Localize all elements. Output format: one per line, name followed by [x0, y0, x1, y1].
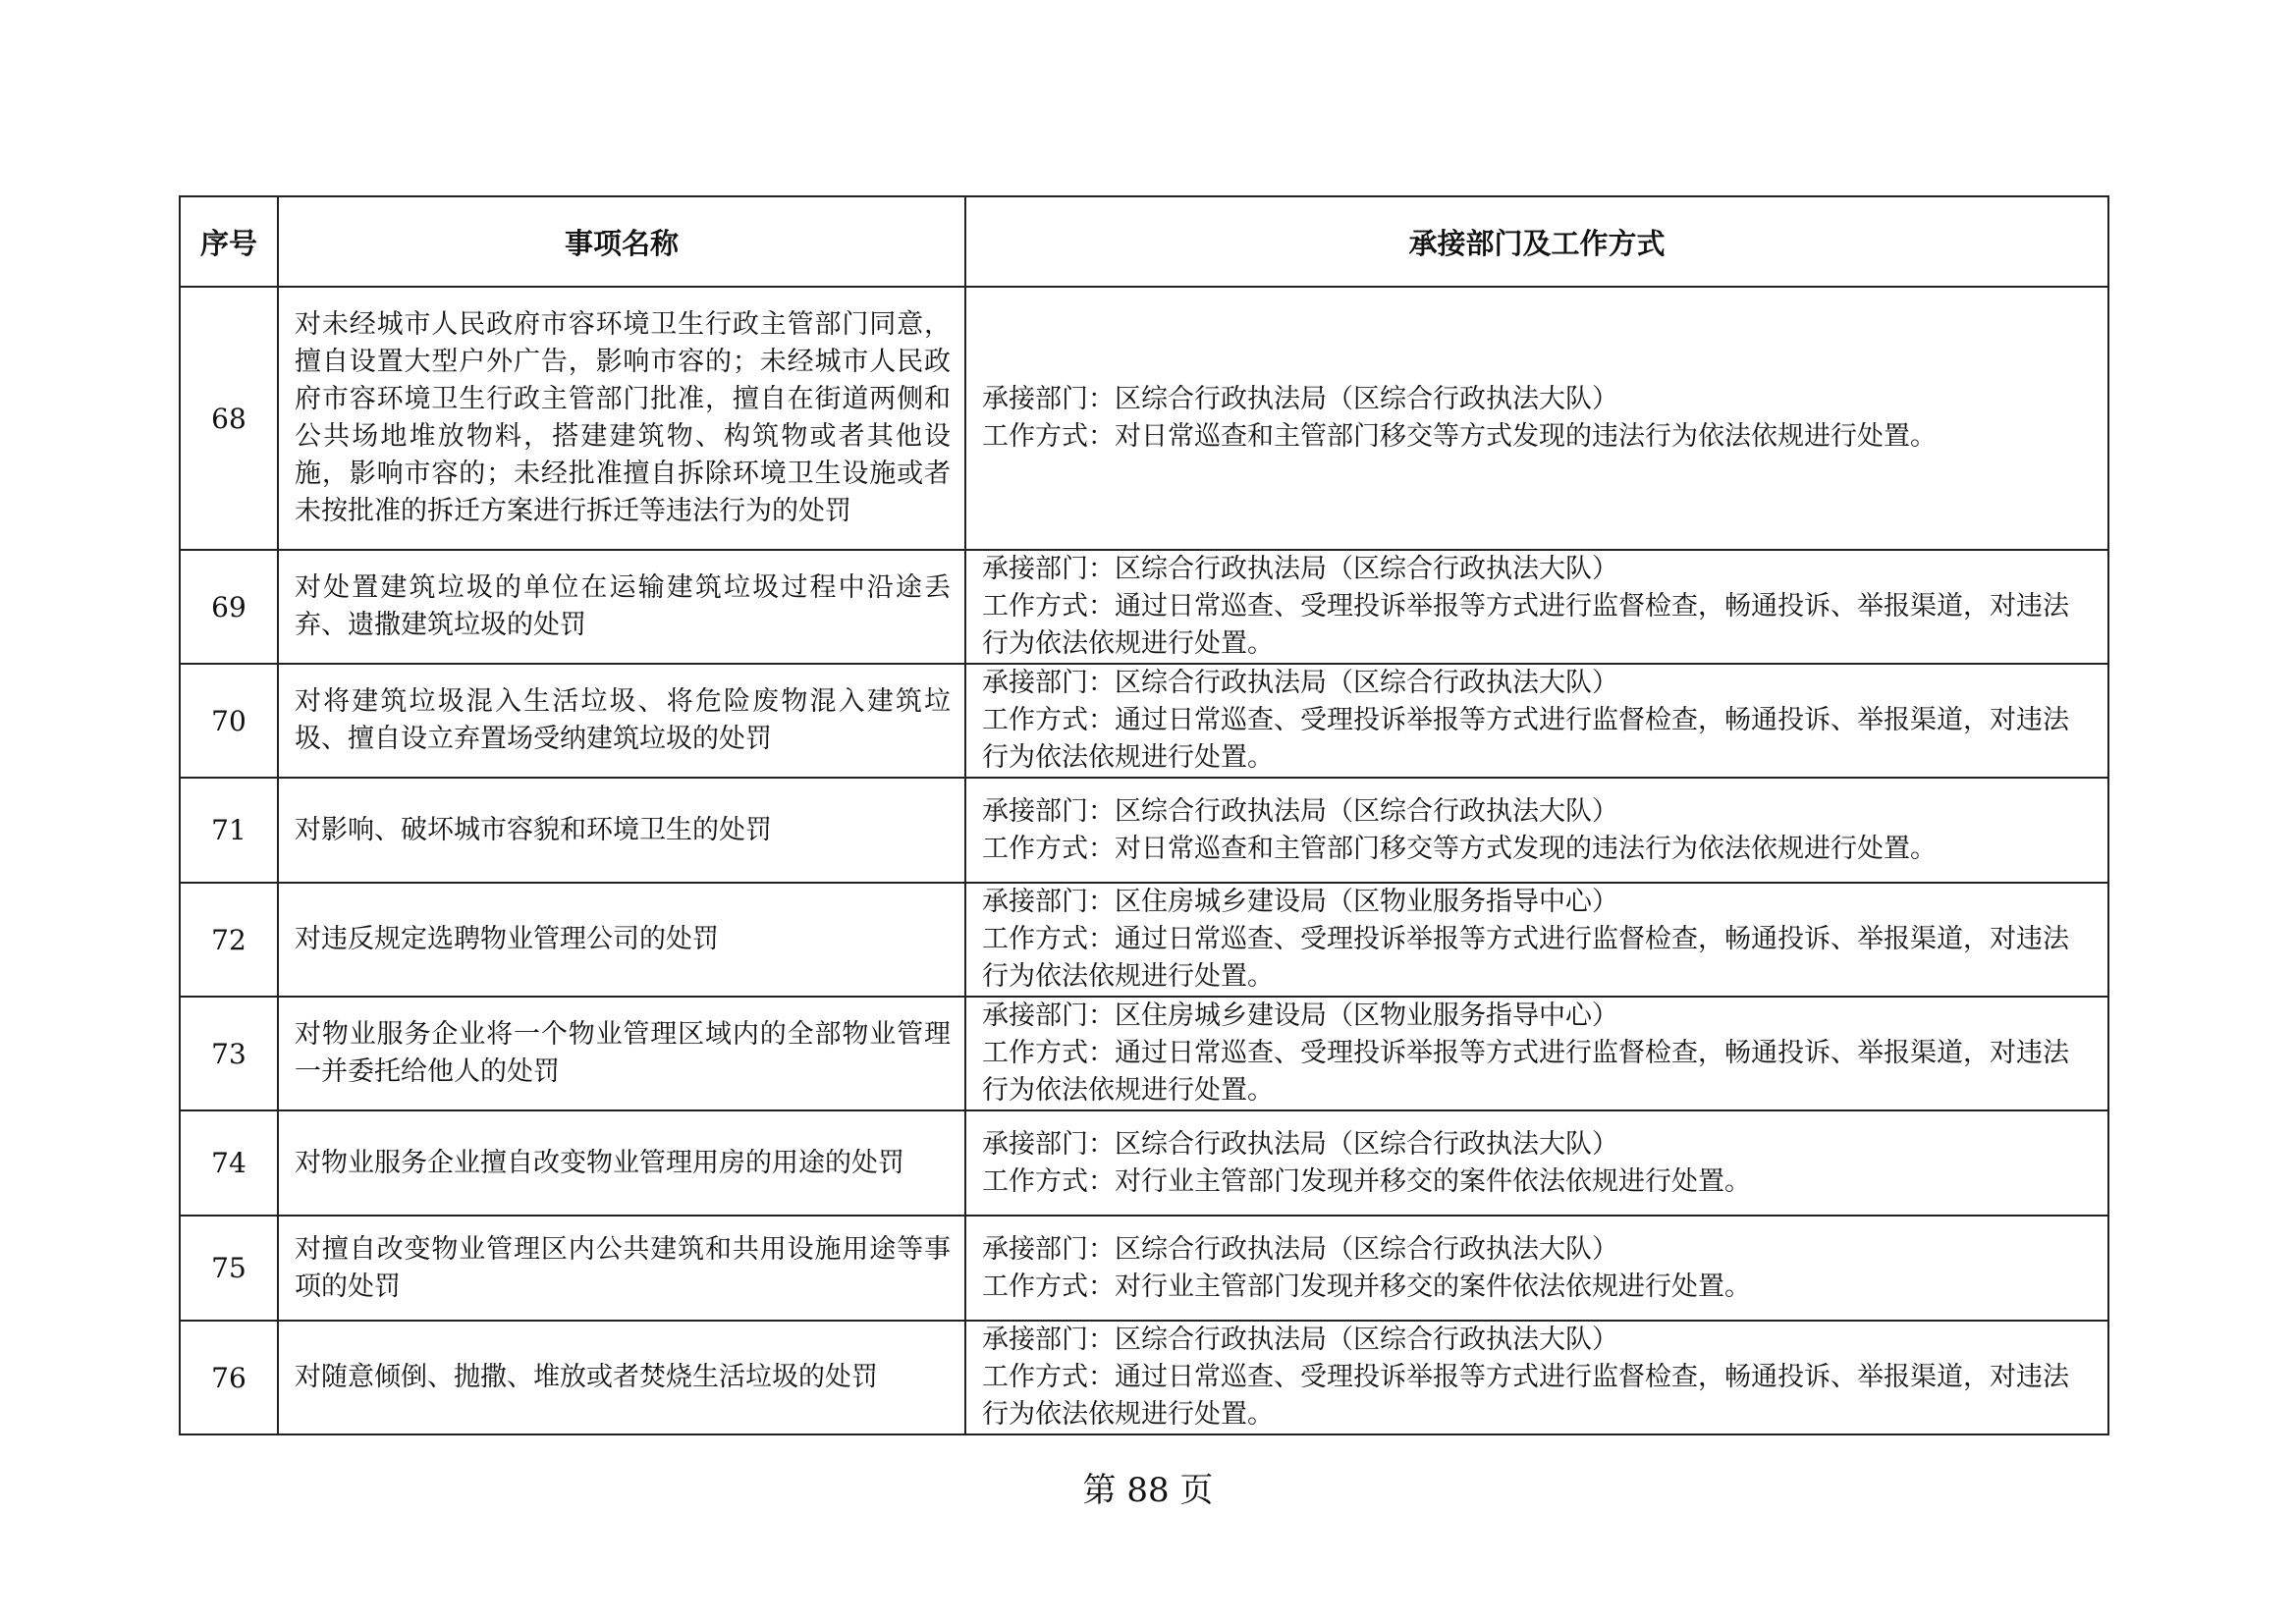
row-department-method: [965, 1216, 2108, 1321]
row-matter-name: 对擅自改变物业管理区内公共建筑和共用设施用途等事项的处罚: [278, 1216, 965, 1321]
row-method: 工作方式：通过日常巡查、受理投诉举报等方式进行监督检查，畅通投诉、举报渠道，对违法行为依法依规进行处置。: [982, 924, 2069, 992]
table-row: [180, 287, 2108, 550]
row-department: 承接部门：区综合行政执法局（区综合行政执法大队）: [982, 795, 1618, 827]
row-serial-number: 73: [180, 997, 278, 1110]
row-matter-name: 对随意倾倒、抛撒、堆放或者焚烧生活垃圾的处罚: [278, 1321, 965, 1434]
row-method: 工作方式：通过日常巡查、受理投诉举报等方式进行监督检查，畅通投诉、举报渠道，对违法行为依法依规进行处置。: [982, 1362, 2069, 1430]
row-matter-name: 对将建筑垃圾混入生活垃圾、将危险废物混入建筑垃圾、擅自设立弃置场受纳建筑垃圾的处罚: [278, 664, 965, 778]
table-row: [180, 550, 2108, 664]
row-department: 承接部门：区综合行政执法局（区综合行政执法大队）: [982, 554, 1618, 584]
row-department: 承接部门：区综合行政执法局（区综合行政执法大队）: [982, 1233, 1618, 1265]
table-row: [180, 883, 2108, 997]
row-department: 承接部门：区住房城乡建设局（区物业服务指导中心）: [982, 887, 1618, 917]
row-method: 工作方式：通过日常巡查、受理投诉举报等方式进行监督检查，畅通投诉、举报渠道，对违法行为依法依规进行处置。: [982, 591, 2069, 659]
row-department-method: [965, 883, 2108, 997]
row-department: 承接部门：区住房城乡建设局（区物业服务指导中心）: [982, 1001, 1618, 1031]
row-matter-name: 对物业服务企业将一个物业管理区域内的全部物业管理一并委托给他人的处罚: [278, 997, 965, 1110]
row-matter-name: 对影响、破坏城市容貌和环境卫生的处罚: [278, 778, 965, 883]
row-department: 承接部门：区综合行政执法局（区综合行政执法大队）: [982, 1325, 1618, 1355]
row-method: 工作方式：对日常巡查和主管部门移交等方式发现的违法行为依法依规进行处置。: [982, 833, 1937, 864]
header-matter-name: 事项名称: [278, 196, 965, 287]
row-matter-name: 对处置建筑垃圾的单位在运输建筑垃圾过程中沿途丢弃、遗撒建筑垃圾的处罚: [278, 550, 965, 664]
row-department-method: [965, 1110, 2108, 1216]
row-department: 承接部门：区综合行政执法局（区综合行政执法大队）: [982, 668, 1618, 698]
row-method: 工作方式：通过日常巡查、受理投诉举报等方式进行监督检查，畅通投诉、举报渠道，对违法行为依法依规进行处置。: [982, 1038, 2069, 1106]
row-department-method: [965, 550, 2108, 664]
row-serial-number: 69: [180, 550, 278, 664]
header-department-method: 承接部门及工作方式: [965, 196, 2108, 287]
row-serial-number: 74: [180, 1110, 278, 1216]
table-row: [180, 664, 2108, 778]
row-department-method: [965, 664, 2108, 778]
table-row: [180, 997, 2108, 1110]
header-serial-number: 序号: [180, 196, 278, 287]
row-serial-number: 70: [180, 664, 278, 778]
row-department: 承接部门：区综合行政执法局（区综合行政执法大队）: [982, 1128, 1618, 1160]
row-department-method: [965, 778, 2108, 883]
row-method: 工作方式：对日常巡查和主管部门移交等方式发现的违法行为依法依规进行处置。: [982, 421, 1937, 452]
table-row: [180, 778, 2108, 883]
table-row: [180, 1321, 2108, 1434]
matters-table: [179, 195, 2109, 1435]
row-department-method: [965, 287, 2108, 550]
row-serial-number: 75: [180, 1216, 278, 1321]
page-number: 第 88 页: [1082, 1471, 1214, 1510]
row-method: 工作方式：对行业主管部门发现并移交的案件依法依规进行处置。: [982, 1271, 1751, 1302]
row-serial-number: 71: [180, 778, 278, 883]
row-serial-number: 72: [180, 883, 278, 997]
row-method: 工作方式：通过日常巡查、受理投诉举报等方式进行监督检查，畅通投诉、举报渠道，对违法行为依法依规进行处置。: [982, 705, 2069, 773]
table-row: [180, 1110, 2108, 1216]
table-header-row: [180, 196, 2108, 287]
row-department-method: [965, 997, 2108, 1110]
row-matter-name: 对物业服务企业擅自改变物业管理用房的用途的处罚: [278, 1110, 965, 1216]
row-matter-name: 对违反规定选聘物业管理公司的处罚: [278, 883, 965, 997]
row-department-method: [965, 1321, 2108, 1434]
row-serial-number: 68: [180, 287, 278, 550]
table-row: [180, 1216, 2108, 1321]
row-method: 工作方式：对行业主管部门发现并移交的案件依法依规进行处置。: [982, 1165, 1751, 1197]
row-serial-number: 76: [180, 1321, 278, 1434]
row-department: 承接部门：区综合行政执法局（区综合行政执法大队）: [982, 384, 1618, 414]
row-matter-name: 对未经城市人民政府市容环境卫生行政主管部门同意，擅自设置大型户外广告，影响市容的；未经城市人民政府市容环境卫生行政主管部门批准，擅自在街道两侧和公共场地堆放物料，搭建建筑物、构筑物或者其他设施，影响市容的；未经批准擅自拆除环境卫生设施或者未按批准的拆迁方案进行拆迁等违法行为的处罚: [278, 287, 965, 550]
